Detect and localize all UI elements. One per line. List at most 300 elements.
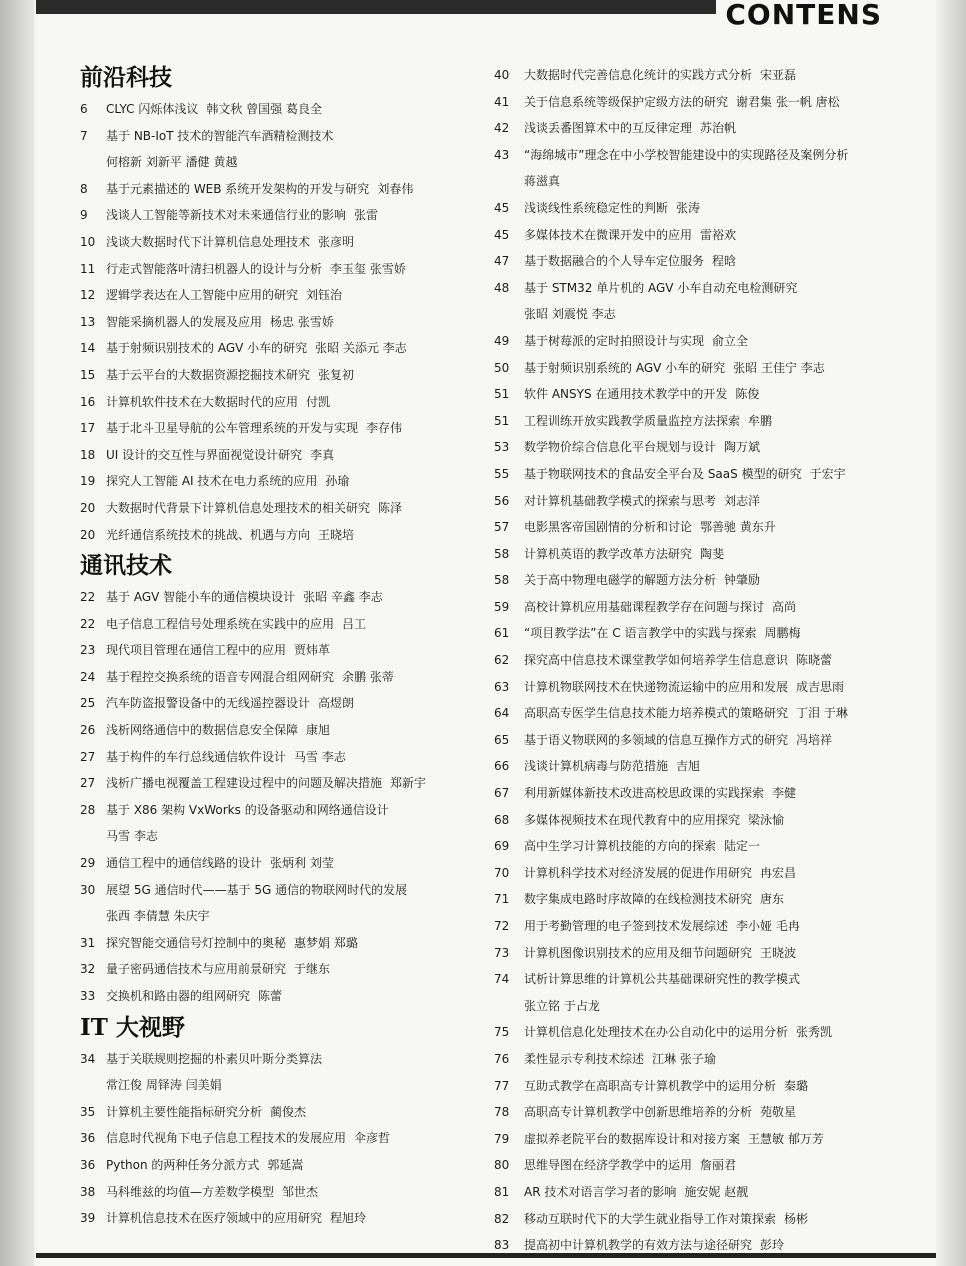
scan-edge-left (0, 0, 34, 1266)
entry-title: CLYC 闪烁体浅议 (106, 102, 199, 116)
entry-title: 基于元素描述的 WEB 系统开发架构的开发与研究 (106, 181, 370, 196)
entry-title: 大数据时代背景下计算机信息处理技术的相关研究 (106, 500, 371, 515)
entry-page-number: 45 (494, 200, 510, 215)
entry-page-number: 38 (80, 1184, 96, 1199)
entry-authors: 唐东 (760, 892, 785, 907)
entry-authors: 蔺俊杰 (270, 1104, 307, 1119)
toc-entry (80, 149, 490, 176)
toc-entry (80, 584, 490, 611)
entry-page-number: 31 (80, 935, 96, 950)
entry-authors: 张秀凯 (796, 1025, 833, 1040)
toc-entry (494, 275, 894, 302)
entry-page-number: 34 (80, 1051, 96, 1066)
toc-entry (80, 797, 490, 824)
entry-authors: 余鹏 张蒂 (342, 669, 394, 684)
toc-entry (494, 89, 894, 116)
entry-title: 浅谈大数据时代下计算机信息处理技术 (106, 234, 311, 249)
toc-entry (80, 637, 490, 664)
entry-title: 浅谈线性系统稳定性的判断 (524, 200, 669, 215)
entry-authors: 苏治帆 (700, 121, 737, 136)
entry-authors: 杨忠 张雪娇 (270, 314, 334, 329)
entry-title: 电影黑客帝国剧情的分析和讨论 (524, 520, 693, 535)
entry-authors: 高煜朗 (318, 696, 355, 711)
toc-entry (80, 823, 490, 850)
entry-authors: 俞立全 (712, 333, 749, 348)
toc-entry (494, 1046, 894, 1073)
toc-entry (80, 442, 490, 469)
toc-entry (494, 248, 894, 275)
entry-authors: 何榕新 刘新平 潘健 黄越 (106, 155, 238, 170)
toc-entry (494, 700, 894, 727)
entry-authors: 贾炜革 (294, 643, 331, 658)
toc-entry (494, 1206, 894, 1233)
entry-page-number: 53 (494, 440, 510, 455)
entry-page-number: 62 (494, 653, 510, 668)
section-heading: 前沿科技 (80, 64, 172, 91)
entry-page-number: 57 (494, 520, 510, 535)
entry-authors: 周鹏梅 (764, 626, 801, 641)
entry-page-number: 80 (494, 1158, 510, 1173)
toc-entry (494, 355, 894, 382)
entry-title: 思维导图在经济学教学中的运用 (524, 1158, 693, 1173)
entry-title: 高中生学习计算机技能的方向的探索 (524, 839, 717, 854)
toc-entry (494, 461, 894, 488)
toc-entry (494, 168, 894, 195)
entry-title: 光纤通信系统技术的挑战、机遇与方向 (106, 527, 311, 542)
toc-entry (80, 850, 490, 877)
toc-entry (494, 541, 894, 568)
entry-authors: 张立铭 于占龙 (524, 998, 600, 1013)
entry-title: 量子密码通信技术与应用前景研究 (106, 962, 287, 977)
entry-title: “海绵城市”理念在中小学校智能建设中的实现路径及案例分析 (524, 147, 849, 162)
entry-page-number: 36 (80, 1131, 96, 1146)
entry-page-number: 66 (494, 759, 510, 774)
entry-authors: 刘钰治 (306, 288, 343, 303)
entry-title: 软件 ANSYS 在通用技术教学中的开发 (524, 387, 728, 402)
entry-authors: 张昭 刘震悦 李志 (524, 307, 616, 322)
entry-authors: 雷裕欢 (700, 227, 737, 242)
entry-authors: 李真 (310, 447, 335, 462)
entry-authors: 张昭 关添元 李志 (315, 341, 407, 356)
entry-page-number: 22 (80, 590, 96, 605)
entry-page-number: 56 (494, 493, 510, 508)
entry-title: 提高初中计算机教学的有效方法与途径研究 (524, 1238, 753, 1253)
toc-entry (494, 993, 894, 1020)
entry-title: 多媒体技术在微课开发中的应用 (524, 227, 693, 242)
entry-authors: 郭延嵩 (267, 1157, 304, 1172)
entry-authors: 程晗 (712, 254, 737, 269)
entry-page-number: 71 (494, 892, 510, 907)
entry-title: 计算机科学技术对经济发展的促进作用研究 (524, 865, 753, 880)
entry-title: 基于程控交换系统的语音专网混合组网研究 (106, 669, 335, 684)
toc-entry (80, 309, 490, 336)
entry-page-number: 25 (80, 696, 96, 711)
toc-entry (494, 1126, 894, 1153)
section-heading: 通讯技术 (80, 552, 172, 580)
entry-title: 探究人工智能 AI 技术在电力系统的应用 (106, 474, 318, 489)
toc-entry (494, 913, 894, 940)
toc-entry (494, 488, 894, 515)
entry-title: 计算机软件技术在大数据时代的应用 (106, 394, 299, 409)
entry-title: 基于关联规则挖掘的朴素贝叶斯分类算法 (106, 1051, 323, 1066)
entry-title: 计算机主要性能指标研究分析 (106, 1104, 263, 1119)
toc-entry (80, 256, 490, 283)
entry-authors: 吕工 (342, 616, 367, 631)
entry-title: 基于语义物联网的多领域的信息互操作方式的研究 (524, 732, 789, 747)
toc-entry (494, 833, 894, 860)
toc-entry (80, 335, 490, 362)
entry-page-number: 33 (80, 989, 96, 1003)
entry-authors: 刘春伟 (377, 181, 414, 196)
entry-authors: 秦璐 (784, 1078, 809, 1093)
entry-authors: 钟肇励 (724, 573, 761, 588)
toc-entry (494, 328, 894, 355)
toc-entry (80, 717, 490, 744)
toc-entry (80, 1072, 490, 1099)
entry-page-number: 82 (494, 1211, 510, 1226)
entry-page-number: 7 (80, 128, 88, 143)
entry-page-number: 63 (494, 679, 510, 694)
scan-edge-right (936, 0, 966, 1266)
entry-title: 对计算机基础教学模式的探索与思考 (524, 493, 717, 508)
entry-page-number: 19 (80, 474, 96, 489)
entry-authors: 牟鹏 (748, 413, 773, 428)
toc-entry (80, 468, 490, 495)
entry-authors: 李健 (772, 786, 797, 801)
entry-authors: 伞彦哲 (354, 1131, 391, 1146)
entry-page-number: 61 (494, 626, 510, 641)
entry-page-number: 20 (80, 500, 96, 515)
entry-authors: 施安妮 赵靓 (684, 1184, 749, 1199)
toc-entry (80, 903, 490, 930)
entry-title: 关于高中物理电磁学的解题方法分析 (524, 573, 717, 588)
entry-page-number: 27 (80, 749, 96, 764)
toc-entry (494, 514, 894, 541)
entry-authors: 陆定一 (724, 839, 761, 854)
entry-title: 基于射频识别系统的 AGV 小车的研究 (524, 360, 726, 375)
entry-page-number: 70 (494, 865, 510, 880)
entry-authors: 张昭 辛鑫 李志 (303, 590, 383, 605)
entry-page-number: 59 (494, 599, 510, 614)
entry-authors: 程旭玲 (330, 1211, 367, 1226)
toc-entry (80, 389, 490, 416)
entry-title: 多媒体视频技术在现代教育中的应用探究 (524, 812, 741, 827)
entry-page-number: 41 (494, 94, 510, 109)
entry-page-number: 40 (494, 68, 510, 82)
toc-entry (494, 434, 894, 461)
entry-authors: 冉宏昌 (760, 865, 797, 880)
entry-page-number: 48 (494, 280, 510, 295)
entry-page-number: 67 (494, 786, 510, 801)
entry-page-number: 68 (494, 812, 510, 827)
toc-entry (80, 495, 490, 522)
toc-entry (494, 301, 894, 328)
entry-authors: 韩文秋 曾国强 葛良全 (206, 102, 322, 116)
entry-title: 计算机物联网技术在快递物流运输中的应用和发展 (524, 679, 789, 694)
entry-title: 电子信息工程信号处理系统在实践中的应用 (106, 616, 335, 631)
entry-authors: 张炳利 刘莹 (270, 856, 334, 871)
entry-page-number: 10 (80, 234, 96, 249)
entry-title: 基于树莓派的定时拍照设计与实现 (524, 333, 705, 348)
toc-entry (80, 1205, 490, 1232)
entry-page-number: 24 (80, 669, 96, 684)
entry-title: 用于考勤管理的电子签到技术发展综述 (524, 919, 729, 933)
entry-page-number: 18 (80, 447, 96, 462)
entry-page-number: 35 (80, 1104, 96, 1119)
toc-entry (80, 770, 490, 797)
entry-authors: 宋亚磊 (760, 68, 797, 82)
entry-title: 基于构件的车行总线通信软件设计 (106, 749, 287, 764)
entry-page-number: 50 (494, 360, 510, 375)
entry-authors: 陈俊 (735, 387, 760, 402)
entry-authors: 王慧敏 郁万芳 (748, 1131, 824, 1146)
entry-page-number: 69 (494, 839, 510, 854)
entry-page-number: 9 (80, 208, 88, 223)
entry-title: 基于 AGV 智能小车的通信模块设计 (106, 590, 296, 605)
entry-authors: 张昭 王佳宁 李志 (733, 360, 825, 375)
entry-authors: 丁泪 于琳 (796, 706, 848, 721)
entry-title: 信息时代视角下电子信息工程技术的发展应用 (106, 1131, 347, 1146)
entry-title: 虚拟养老院平台的数据库设计和对接方案 (524, 1131, 741, 1146)
entry-title: 探究高中信息技术课堂教学如何培养学生信息意识 (524, 653, 789, 668)
toc-entry (494, 594, 894, 621)
entry-page-number: 51 (494, 387, 510, 402)
entry-title: 通信工程中的通信线路的设计 (106, 856, 263, 871)
entry-page-number: 51 (494, 413, 510, 428)
entry-authors: 惠梦娟 郑璐 (294, 935, 358, 950)
entry-title: 数学物价综合信息化平台规划与设计 (524, 440, 717, 455)
entry-authors: 张复初 (318, 367, 355, 382)
entry-authors: 李存伟 (366, 421, 403, 436)
toc-entry (80, 930, 490, 957)
entry-authors: 陶斐 (700, 546, 725, 561)
entry-title: 基于 NB-IoT 技术的智能汽车酒精检测技术 (106, 128, 334, 143)
toc-entry (80, 123, 490, 150)
entry-authors: 高尚 (772, 599, 797, 614)
entry-page-number: 42 (494, 121, 510, 136)
entry-authors: 詹丽君 (700, 1158, 737, 1173)
entry-title: 逻辑学表达在人工智能中应用的研究 (106, 288, 299, 303)
entry-page-number: 23 (80, 643, 96, 658)
toc-entry (80, 956, 490, 983)
entry-title: 工程训练开放实践教学质量监控方法探索 (524, 413, 741, 428)
toc-entry (80, 96, 490, 123)
entry-page-number: 14 (80, 341, 96, 356)
entry-page-number: 49 (494, 333, 510, 348)
entry-page-number: 47 (494, 254, 510, 269)
toc-entry (80, 1099, 490, 1126)
toc-entry (494, 753, 894, 780)
entry-title: 柔性显示专利技术综述 (524, 1051, 645, 1066)
entry-authors: 陈蕾 (258, 989, 283, 1003)
entry-title: 智能采摘机器人的发展及应用 (106, 314, 263, 329)
entry-page-number: 13 (80, 314, 96, 329)
entry-authors: 马雪 李志 (106, 829, 158, 844)
entry-page-number: 32 (80, 962, 96, 977)
entry-page-number: 11 (80, 261, 96, 276)
entry-page-number: 20 (80, 527, 96, 542)
entry-page-number: 83 (494, 1238, 510, 1253)
bottom-rule (36, 1253, 936, 1258)
entry-title: 基于射频识别技术的 AGV 小车的研究 (106, 341, 308, 356)
entry-title: 现代项目管理在通信工程中的应用 (106, 643, 287, 658)
entry-authors: 于宏宇 (809, 466, 846, 481)
toc-entry (494, 408, 894, 435)
entry-page-number: 43 (494, 147, 510, 162)
entry-authors: 梁泳愉 (748, 812, 785, 827)
entry-page-number: 79 (494, 1131, 510, 1146)
toc-entry (80, 877, 490, 904)
entry-authors: 李小娅 毛冉 (736, 919, 800, 933)
entry-page-number: 58 (494, 546, 510, 561)
toc-entry (80, 202, 490, 229)
toc-entry (494, 780, 894, 807)
entry-title: 浅析网络通信中的数据信息安全保障 (106, 723, 299, 738)
entry-title: Python 的两种任务分派方式 (106, 1157, 260, 1172)
toc-entry (494, 1073, 894, 1100)
entry-authors: 孙瑜 (325, 474, 350, 489)
entry-title: “项目教学法”在 C 语言教学中的实践与探索 (524, 626, 757, 641)
toc-entry (494, 860, 894, 887)
entry-page-number: 77 (494, 1078, 510, 1093)
entry-title: 高职高专计算机教学中创新思维培养的分析 (524, 1105, 753, 1120)
entry-authors: 张雷 (354, 208, 379, 223)
entry-authors: 苑敬星 (760, 1105, 797, 1120)
entry-page-number: 64 (494, 706, 510, 721)
entry-authors: 付凯 (306, 394, 331, 409)
header-band (36, 0, 716, 14)
toc-entry (494, 940, 894, 967)
toc-entry (494, 62, 894, 89)
entry-title: 基于数据融合的个人导车定位服务 (524, 254, 705, 269)
toc-entry (494, 142, 894, 169)
entry-title: 高职高专医学生信息技术能力培养模式的策略研究 (524, 706, 789, 721)
entry-title: 高校计算机应用基础课程教学存在问题与探讨 (524, 599, 765, 614)
entry-title: 基于云平台的大数据资源挖掘技术研究 (106, 367, 311, 382)
toc-entry (494, 727, 894, 754)
entry-page-number: 6 (80, 102, 88, 116)
entry-title: 利用新媒体新技术改进高校思政课的实践探索 (524, 786, 765, 801)
entry-authors: 蒋滋真 (524, 174, 561, 189)
toc-entry (494, 674, 894, 701)
entry-title: 马科维兹的均值—方差数学模型 (106, 1184, 275, 1199)
entry-authors: 谢君集 张一帆 唐松 (736, 94, 840, 109)
entry-title: AR 技术对语言学习者的影响 (524, 1184, 677, 1199)
entry-authors: 吉旭 (676, 759, 701, 774)
entry-authors: 彭玲 (760, 1238, 785, 1253)
entry-authors: 江琳 张子瑜 (652, 1051, 716, 1066)
entry-page-number: 76 (494, 1051, 510, 1066)
toc-entry (80, 1179, 490, 1206)
toc-entry (80, 1125, 490, 1152)
entry-title: 大数据时代完善信息化统计的实践方式分析 (524, 68, 753, 82)
entry-page-number: 26 (80, 723, 96, 738)
entry-authors: 李玉玺 张雪娇 (330, 261, 406, 276)
entry-authors: 杨彬 (784, 1211, 809, 1226)
entry-authors: 邹世杰 (282, 1184, 319, 1199)
entry-title: 行走式智能落叶清扫机器人的设计与分析 (106, 261, 323, 276)
entry-authors: 张涛 (676, 200, 701, 215)
entry-page-number: 27 (80, 776, 96, 791)
entry-title: 展望 5G 通信时代——基于 5G 通信的物联网时代的发展 (106, 882, 408, 897)
toc-entry (80, 282, 490, 309)
entry-page-number: 58 (494, 573, 510, 588)
entry-title: 探究智能交通信号灯控制中的奥秘 (106, 935, 287, 950)
toc-entry (494, 886, 894, 913)
entry-page-number: 12 (80, 288, 96, 303)
entry-title: UI 设计的交互性与界面视觉设计研究 (106, 447, 303, 462)
toc-entry (494, 807, 894, 834)
entry-title: 试析计算思维的计算机公共基础课研究性的教学模式 (524, 972, 801, 987)
entry-title: 移动互联时代下的大学生就业指导工作对策探索 (524, 1211, 777, 1226)
entry-authors: 张西 李倩慧 朱庆宇 (106, 909, 210, 924)
toc-entry (494, 1179, 894, 1206)
toc-entry (494, 381, 894, 408)
toc-entry (80, 176, 490, 203)
entry-title: 基于北斗卫星导航的公车管理系统的开发与实现 (106, 421, 359, 436)
toc-entry (494, 1152, 894, 1179)
toc-entry (494, 620, 894, 647)
toc-entry (80, 229, 490, 256)
toc-entry (494, 195, 894, 222)
toc-entry (494, 647, 894, 674)
entry-page-number: 73 (494, 945, 510, 960)
contents-title: CONTENS (725, 0, 882, 31)
entry-authors: 马雪 李志 (294, 749, 346, 764)
toc-entry (494, 115, 894, 142)
entry-page-number: 72 (494, 919, 510, 933)
entry-page-number: 15 (80, 367, 96, 382)
toc-right-column (494, 62, 894, 1259)
entry-authors: 陈晓蕾 (796, 653, 833, 668)
entry-title: 数字集成电路时序故障的在线检测技术研究 (524, 892, 753, 907)
entry-page-number: 36 (80, 1157, 96, 1172)
entry-page-number: 29 (80, 856, 96, 871)
entry-authors: 王晓培 (318, 527, 355, 542)
entry-authors: 于继东 (294, 962, 331, 977)
entry-page-number: 81 (494, 1184, 510, 1199)
entry-title: 浅谈丢番图算术中的互反律定理 (524, 121, 693, 136)
entry-title: 交换机和路由器的组网研究 (106, 989, 251, 1003)
entry-title: 基于 X86 架构 VxWorks 的设备驱动和网络通信设计 (106, 802, 389, 817)
toc-entry (80, 1046, 490, 1073)
entry-authors: 常江俊 周铎涛 闫美娟 (106, 1078, 222, 1093)
entry-title: 基于 STM32 单片机的 AGV 小车自动充电检测研究 (524, 280, 798, 295)
entry-authors: 陶万斌 (724, 440, 761, 455)
entry-title: 互助式教学在高职高专计算机教学中的运用分析 (524, 1078, 777, 1093)
toc-entry (80, 362, 490, 389)
entry-authors: 刘志洋 (724, 493, 761, 508)
entry-title: 关于信息系统等级保护定级方法的研究 (524, 94, 729, 109)
entry-title: 计算机图像识别技术的应用及细节问题研究 (524, 945, 753, 960)
entry-page-number: 74 (494, 972, 510, 987)
entry-authors: 康旭 (306, 723, 331, 738)
entry-page-number: 30 (80, 882, 96, 897)
entry-title: 基于物联网技术的食品安全平台及 SaaS 模型的研究 (524, 466, 802, 481)
toc-entry (494, 567, 894, 594)
entry-authors: 陈泽 (378, 500, 403, 515)
toc-entry (494, 966, 894, 993)
entry-page-number: 65 (494, 732, 510, 747)
entry-page-number: 28 (80, 802, 96, 817)
entry-authors: 冯培祥 (796, 732, 833, 747)
toc-entry (494, 222, 894, 249)
entry-title: 计算机信息技术在医疗领域中的应用研究 (106, 1211, 323, 1226)
entry-title: 汽车防盗报警设备中的无线遥控器设计 (106, 696, 311, 711)
entry-page-number: 22 (80, 616, 96, 631)
toc-entry (494, 1099, 894, 1126)
toc-entry (80, 744, 490, 771)
